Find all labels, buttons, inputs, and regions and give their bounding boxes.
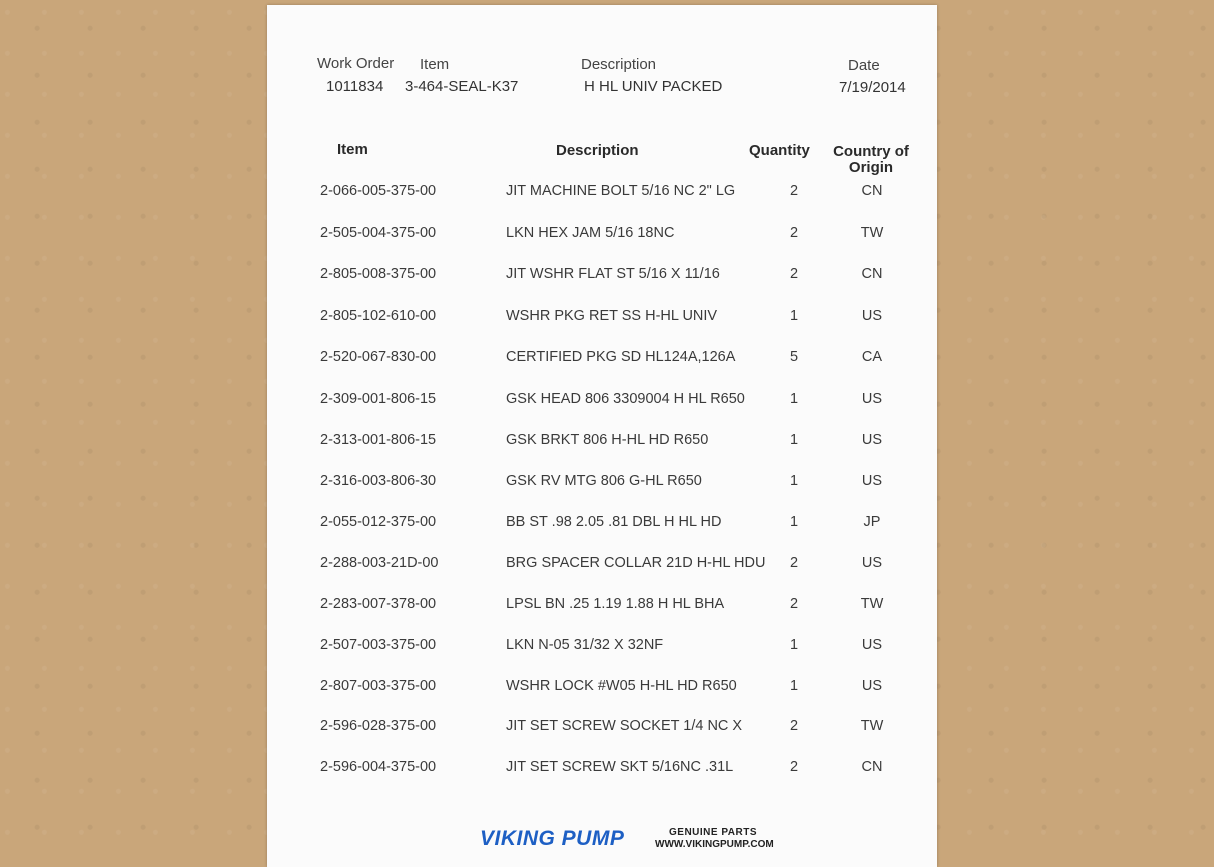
row-description: WSHR LOCK #W05 H-HL HD R650 <box>506 678 737 694</box>
row-origin: TW <box>860 718 884 734</box>
table-row <box>267 349 937 369</box>
row-item: 2-309-001-806-15 <box>320 391 437 407</box>
table-row <box>267 225 937 245</box>
row-origin: TW <box>860 225 884 241</box>
row-description: LKN N-05 31/32 X 32NF <box>506 637 664 653</box>
row-item: 2-066-005-375-00 <box>320 183 437 199</box>
row-quantity: 2 <box>789 225 799 241</box>
row-quantity: 2 <box>789 718 799 734</box>
viking-pump-logo: VIKING PUMP <box>480 827 625 850</box>
row-item: 2-596-028-375-00 <box>320 718 437 734</box>
row-item: 2-807-003-375-00 <box>320 678 437 694</box>
table-row <box>267 308 937 328</box>
row-quantity: 1 <box>789 308 799 324</box>
row-description: GSK RV MTG 806 G-HL R650 <box>506 473 702 489</box>
row-item: 2-283-007-378-00 <box>320 596 437 612</box>
row-description: LKN HEX JAM 5/16 18NC <box>506 225 675 241</box>
row-description: CERTIFIED PKG SD HL124A,126A <box>506 349 736 365</box>
table-row <box>267 678 937 698</box>
row-origin: CA <box>861 349 883 365</box>
column-header-item: Item <box>337 141 368 158</box>
row-item: 2-805-008-375-00 <box>320 266 437 282</box>
row-origin: US <box>861 432 883 448</box>
row-quantity: 1 <box>789 473 799 489</box>
row-quantity: 5 <box>789 349 799 365</box>
column-header-quantity: Quantity <box>749 142 810 159</box>
row-quantity: 1 <box>789 432 799 448</box>
row-origin: US <box>861 637 883 653</box>
row-quantity: 1 <box>789 514 799 530</box>
row-quantity: 2 <box>789 266 799 282</box>
table-row <box>267 432 937 452</box>
row-item: 2-316-003-806-30 <box>320 473 437 489</box>
row-description: JIT WSHR FLAT ST 5/16 X 11/16 <box>506 266 720 282</box>
row-origin: CN <box>861 183 883 199</box>
row-quantity: 2 <box>789 555 799 571</box>
table-row <box>267 183 937 203</box>
item-label: Item <box>420 56 450 73</box>
row-description: GSK HEAD 806 3309004 H HL R650 <box>506 391 745 407</box>
column-header-origin-line1: Country of <box>833 143 909 160</box>
row-item: 2-313-001-806-15 <box>320 432 437 448</box>
table-row <box>267 266 937 286</box>
row-item: 2-805-102-610-00 <box>320 308 437 324</box>
column-header-origin <box>826 144 916 176</box>
row-item: 2-288-003-21D-00 <box>320 555 439 571</box>
item-value: 3-464-SEAL-K37 <box>405 78 519 95</box>
date-label: Date <box>848 57 880 74</box>
row-description: GSK BRKT 806 H-HL HD R650 <box>506 432 709 448</box>
table-row <box>267 637 937 657</box>
row-description: BRG SPACER COLLAR 21D H-HL HDU <box>506 555 766 571</box>
row-item: 2-507-003-375-00 <box>320 637 437 653</box>
row-description: JIT SET SCREW SKT 5/16NC .31L <box>506 759 734 775</box>
row-origin: US <box>861 555 883 571</box>
description-label: Description <box>581 56 657 73</box>
work-order-label: Work Order <box>317 55 395 72</box>
row-quantity: 1 <box>789 391 799 407</box>
table-row <box>267 473 937 493</box>
row-item: 2-596-004-375-00 <box>320 759 437 775</box>
row-description: WSHR PKG RET SS H-HL UNIV <box>506 308 718 324</box>
row-item: 2-505-004-375-00 <box>320 225 437 241</box>
website-url: WWW.VIKINGPUMP.COM <box>655 839 774 850</box>
table-row <box>267 514 937 534</box>
row-origin: US <box>861 391 883 407</box>
table-row <box>267 596 937 616</box>
row-description: JIT MACHINE BOLT 5/16 NC 2" LG <box>506 183 736 199</box>
row-quantity: 2 <box>789 596 799 612</box>
row-quantity: 1 <box>789 637 799 653</box>
row-origin: US <box>861 473 883 489</box>
column-header-description: Description <box>556 142 639 159</box>
table-row <box>267 555 937 575</box>
table-row <box>267 391 937 411</box>
table-row <box>267 759 937 779</box>
row-origin: US <box>861 678 883 694</box>
row-description: LPSL BN .25 1.19 1.88 H HL BHA <box>506 596 725 612</box>
description-value: H HL UNIV PACKED <box>584 78 723 95</box>
row-origin: CN <box>861 759 883 775</box>
row-description: JIT SET SCREW SOCKET 1/4 NC X <box>506 718 743 734</box>
table-row <box>267 718 937 738</box>
row-quantity: 2 <box>789 183 799 199</box>
column-header-origin-line2: Origin <box>848 159 894 176</box>
date-value: 7/19/2014 <box>839 79 906 96</box>
row-origin: US <box>861 308 883 324</box>
row-origin: JP <box>863 514 881 530</box>
row-item: 2-055-012-375-00 <box>320 514 437 530</box>
genuine-parts-label: GENUINE PARTS <box>669 827 757 838</box>
row-quantity: 1 <box>789 678 799 694</box>
row-quantity: 2 <box>789 759 799 775</box>
row-origin: TW <box>860 596 884 612</box>
row-item: 2-520-067-830-00 <box>320 349 437 365</box>
row-description: BB ST .98 2.05 .81 DBL H HL HD <box>506 514 722 530</box>
row-origin: CN <box>861 266 883 282</box>
packing-slip-sheet <box>267 5 937 867</box>
work-order-value: 1011834 <box>326 78 384 95</box>
